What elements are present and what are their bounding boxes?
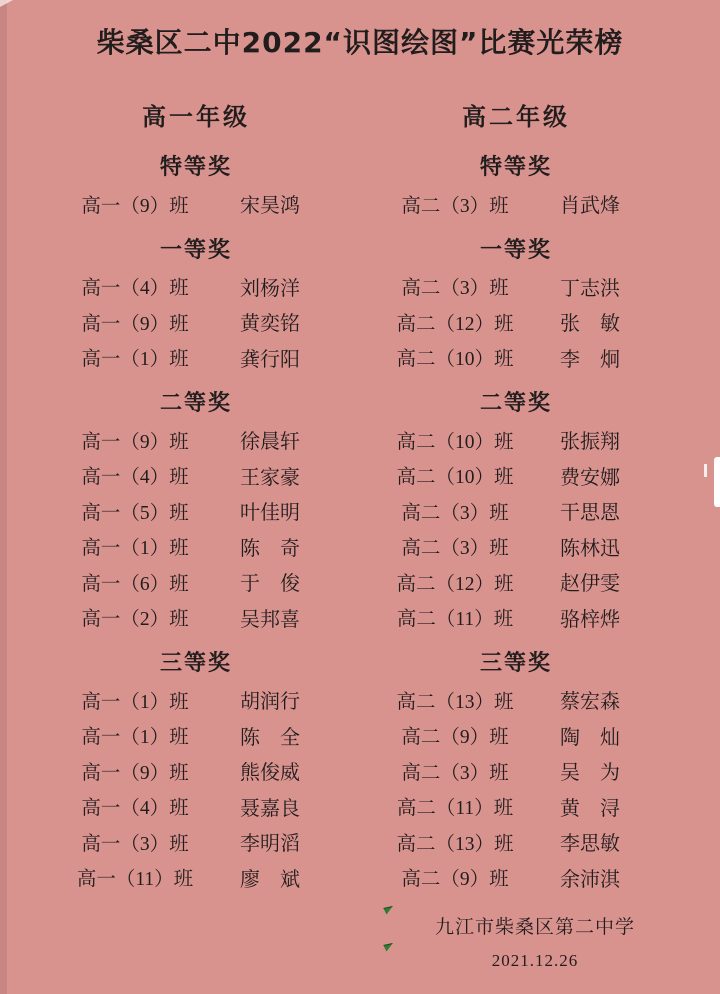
- student-name: 余沛淇: [560, 868, 620, 891]
- class-label: 高二（9）班: [401, 727, 509, 749]
- class-label: 高二（3）班: [401, 762, 509, 784]
- student-name: 聂嘉良: [240, 797, 300, 820]
- award-row: [360, 824, 630, 860]
- award-section: [40, 389, 310, 635]
- award-row: [360, 529, 630, 565]
- scrollbar-speck: [704, 464, 707, 477]
- award-rows: [360, 422, 630, 635]
- student-name: 吴邦喜: [240, 608, 300, 631]
- student-name: 李明滔: [240, 833, 300, 856]
- student-name: 龚行阳: [240, 348, 300, 371]
- class-label: 高一（4）班: [81, 278, 189, 300]
- class-label: 高一（3）班: [81, 833, 189, 855]
- scrollbar-thumb-fragment[interactable]: [714, 457, 720, 507]
- award-row: [360, 304, 630, 340]
- award-row: [360, 458, 630, 494]
- grade-header: 高一年级: [142, 102, 250, 131]
- award-row: [40, 458, 310, 494]
- award-rows: [40, 269, 310, 376]
- student-name: 徐晨轩: [240, 431, 300, 454]
- class-label: 高二（11）班: [396, 798, 514, 820]
- award-row: [40, 753, 310, 789]
- student-name: 于 俊: [240, 573, 300, 596]
- class-label: 高一（5）班: [81, 502, 189, 524]
- student-name: 黄 浔: [560, 797, 620, 820]
- class-label: 高二（3）班: [401, 502, 509, 524]
- class-label: 高一（1）班: [81, 538, 189, 560]
- student-name: 干思恩: [560, 502, 620, 525]
- grade-columns: [0, 102, 720, 895]
- student-name: 黄奕铭: [240, 313, 300, 336]
- award-section: [40, 153, 310, 222]
- class-label: 高一（9）班: [81, 431, 189, 453]
- school-name: 九江市柴桑区第二中学: [434, 917, 635, 938]
- award-row: [40, 824, 310, 860]
- class-label: 高二（10）班: [396, 349, 514, 371]
- student-name: 熊俊威: [240, 762, 300, 785]
- award-title: 一等奖: [479, 236, 552, 263]
- class-label: 高一（1）班: [81, 349, 189, 371]
- student-name: 丁志洪: [560, 277, 620, 300]
- award-rows: [40, 186, 310, 222]
- student-name: 宋昊鸿: [240, 195, 300, 218]
- class-label: 高一（1）班: [81, 727, 189, 749]
- class-label: 高二（9）班: [401, 869, 509, 891]
- class-label: 高一（4）班: [81, 467, 189, 489]
- student-name: 陈 全: [240, 726, 300, 749]
- award-section: [40, 649, 310, 895]
- award-rows: [40, 422, 310, 635]
- class-label: 高二（13）班: [396, 833, 514, 855]
- class-label: 高二（13）班: [396, 691, 514, 713]
- student-name: 李 炯: [560, 348, 620, 371]
- class-label: 高一（9）班: [81, 313, 189, 335]
- award-row: [360, 186, 630, 222]
- award-title: 三等奖: [159, 650, 232, 676]
- page-corner-sliver: [0, 0, 13, 7]
- award-row: [40, 529, 310, 565]
- award-row: [360, 600, 630, 636]
- class-label: 高二（12）班: [396, 313, 514, 335]
- grade-column-2: [360, 102, 630, 895]
- class-label: 高一（2）班: [81, 609, 189, 631]
- class-label: 高一（11）班: [76, 869, 194, 891]
- grade-header: 高二年级: [462, 102, 570, 131]
- student-name: 蔡宏森: [560, 691, 620, 714]
- page-left-edge-shade: [0, 0, 7, 994]
- award-title: 一等奖: [159, 236, 232, 263]
- award-section: [360, 649, 630, 895]
- award-row: [360, 789, 630, 825]
- class-label: 高二（10）班: [396, 467, 514, 489]
- class-label: 高一（6）班: [81, 573, 189, 595]
- award-row: [40, 422, 310, 458]
- award-row: [40, 682, 310, 718]
- class-label: 高二（11）班: [396, 609, 514, 631]
- award-title: 二等奖: [479, 390, 552, 416]
- award-rows: [360, 269, 630, 376]
- class-label: 高二（10）班: [396, 431, 514, 453]
- student-name: 李思敏: [560, 833, 620, 856]
- class-label: 高二（12）班: [396, 573, 514, 595]
- award-title: 特等奖: [479, 154, 552, 180]
- award-row: [40, 564, 310, 600]
- award-row: [40, 789, 310, 825]
- award-row: [360, 753, 630, 789]
- award-row: [40, 269, 310, 305]
- award-section: [360, 236, 630, 376]
- grade-column-1: [40, 102, 310, 895]
- student-name: 陶 灿: [560, 726, 620, 749]
- student-name: 赵伊雯: [560, 573, 620, 596]
- class-label: 高一（1）班: [81, 691, 189, 713]
- award-row: [40, 718, 310, 754]
- class-label: 高二（3）班: [401, 538, 509, 560]
- student-name: 刘杨洋: [240, 277, 300, 300]
- award-row: [40, 186, 310, 222]
- award-row: [40, 600, 310, 636]
- award-section: [360, 389, 630, 635]
- student-name: 叶佳明: [240, 502, 300, 525]
- award-title: 特等奖: [159, 154, 232, 180]
- class-label: 高一（9）班: [81, 762, 189, 784]
- page-title: 柴桑区二中2022“识图绘图”比赛光荣榜: [96, 26, 624, 59]
- award-section: [40, 236, 310, 376]
- date-label: 2021.12.26: [491, 951, 579, 970]
- student-name: 陈 奇: [240, 537, 300, 560]
- student-name: 张 敏: [560, 313, 620, 336]
- award-section: [360, 153, 630, 222]
- award-row: [360, 340, 630, 376]
- award-row: [40, 340, 310, 376]
- student-name: 张振翔: [560, 431, 620, 454]
- award-row: [360, 564, 630, 600]
- award-row: [360, 422, 630, 458]
- award-rows: [360, 682, 630, 895]
- student-name: 陈林迅: [560, 537, 620, 560]
- class-label: 高一（4）班: [81, 798, 189, 820]
- award-rows: [360, 186, 630, 222]
- green-flag-icon: [383, 903, 393, 913]
- student-name: 骆梓烨: [560, 608, 620, 631]
- student-name: 王家豪: [240, 466, 300, 489]
- award-row: [40, 493, 310, 529]
- student-name: 吴 为: [560, 762, 620, 785]
- award-row: [360, 860, 630, 896]
- class-label: 高二（3）班: [401, 195, 509, 217]
- green-flag-icon: [383, 940, 393, 950]
- award-title: 三等奖: [479, 650, 552, 676]
- award-row: [360, 718, 630, 754]
- award-rows: [40, 682, 310, 895]
- award-row: [40, 860, 310, 896]
- award-row: [360, 493, 630, 529]
- student-name: 肖武烽: [560, 195, 620, 218]
- award-row: [360, 682, 630, 718]
- award-row: [360, 269, 630, 305]
- award-row: [40, 304, 310, 340]
- student-name: 费安娜: [560, 466, 620, 489]
- student-name: 胡润行: [240, 691, 300, 714]
- student-name: 廖 斌: [240, 868, 300, 891]
- award-title: 二等奖: [159, 390, 232, 416]
- class-label: 高二（3）班: [401, 278, 509, 300]
- class-label: 高一（9）班: [81, 195, 189, 217]
